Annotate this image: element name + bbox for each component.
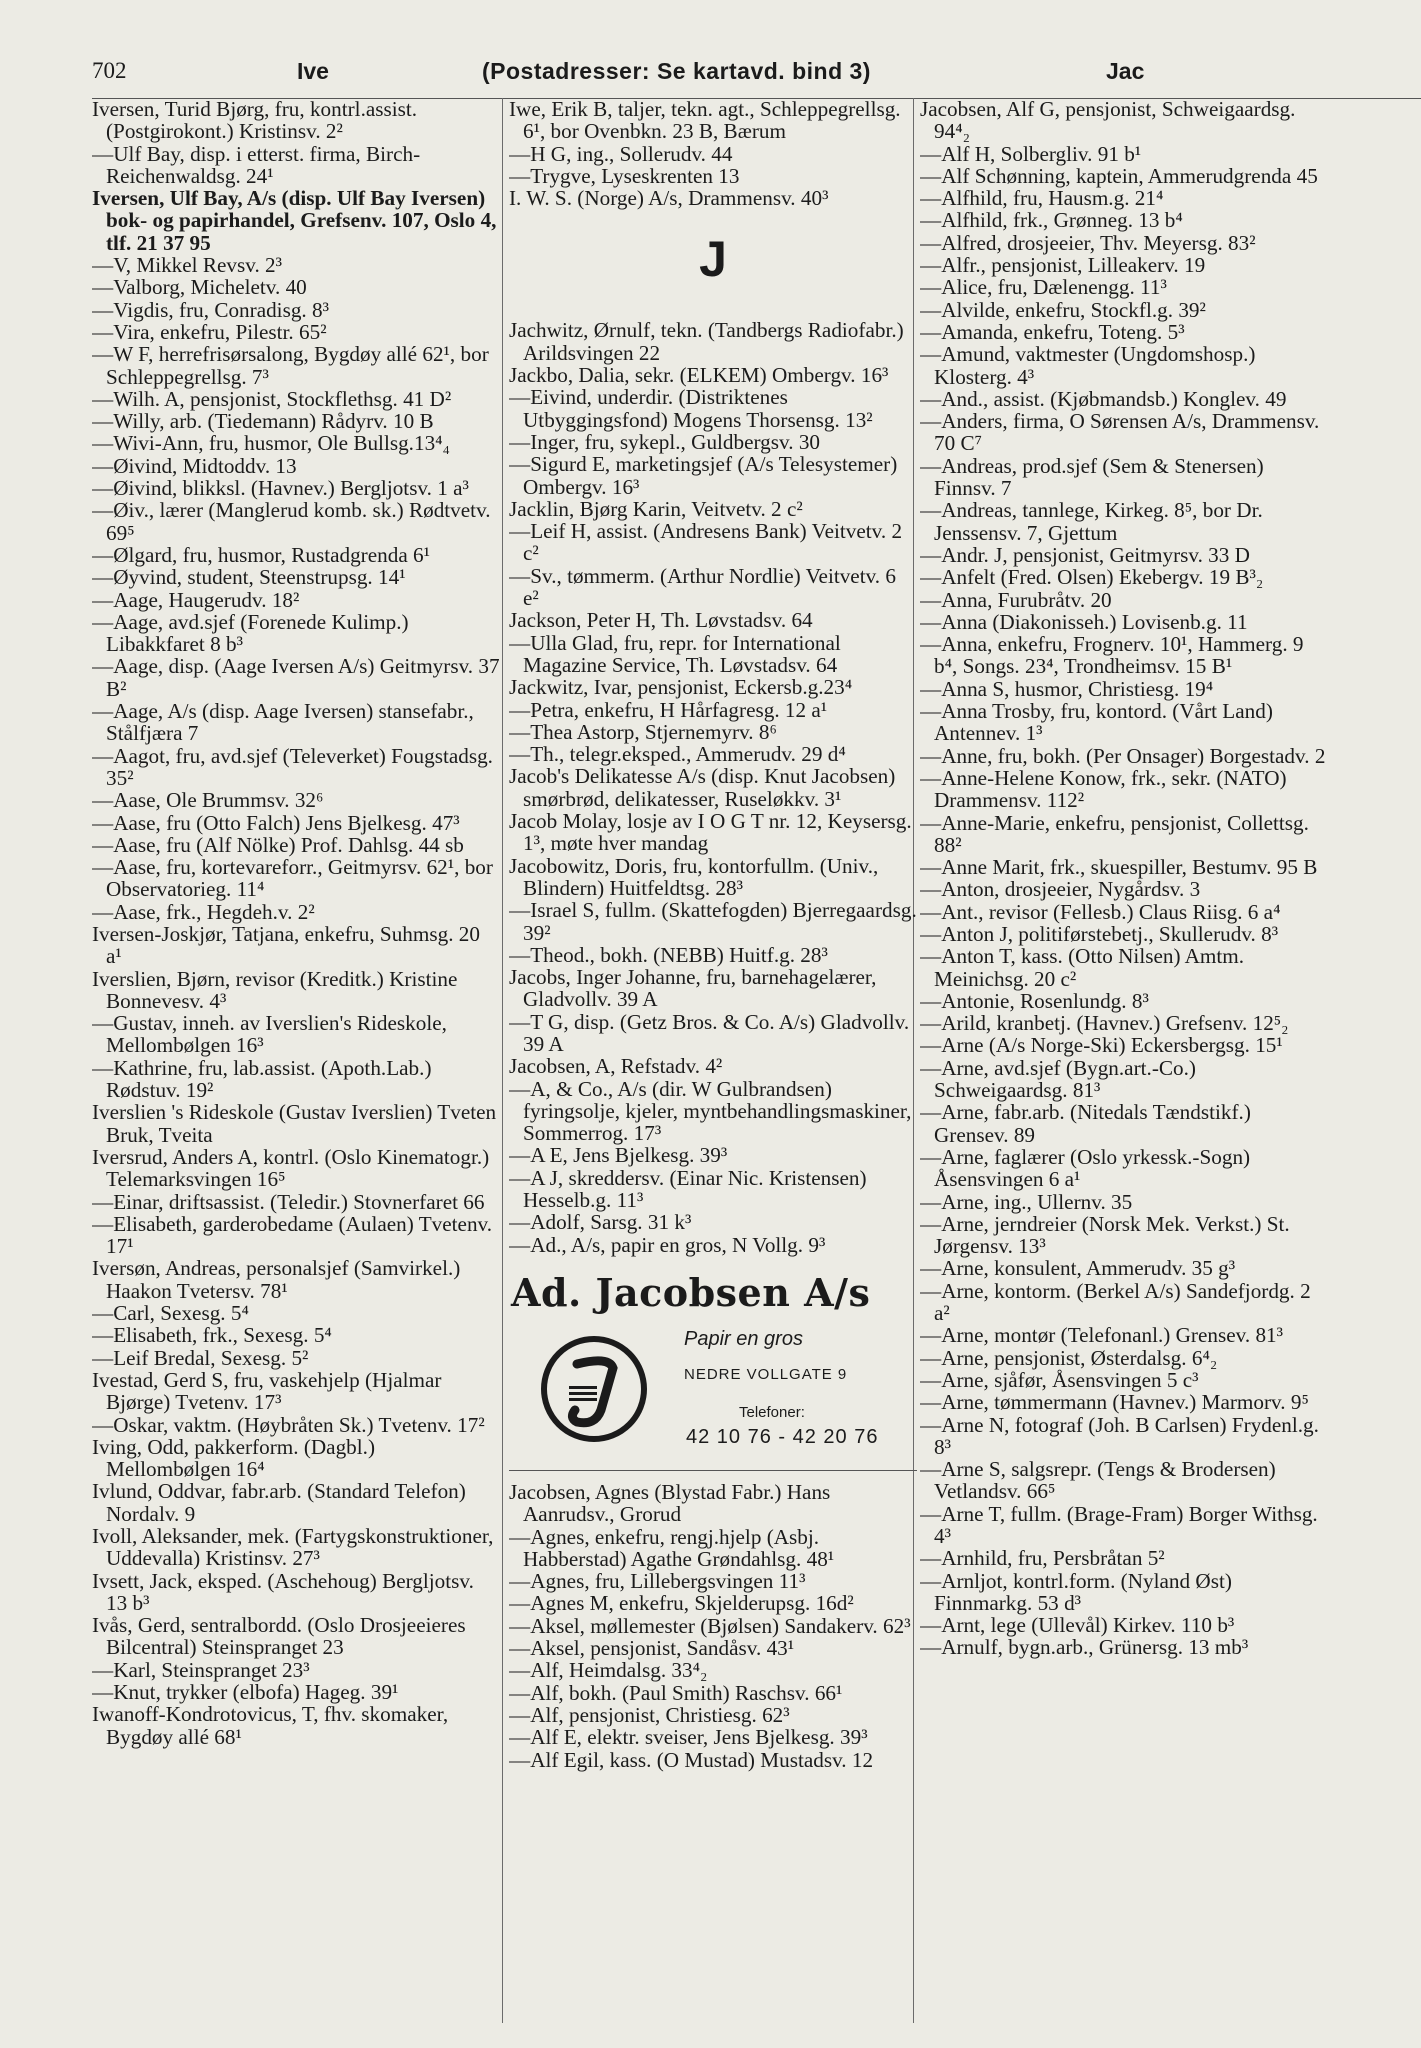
directory-entry: Jacklin, Bjørg Karin, Veitvetv. 2 c² xyxy=(509,496,803,521)
directory-entry: Ivås, Gerd, sentralbordd. (Oslo Drosjeeieres Bilcentral) Steinspranget 23 xyxy=(92,1613,466,1660)
directory-entry: —Aage, A/s (disp. Aage Iversen) stansefabr., Stålfjæra 7 xyxy=(92,699,474,746)
directory-entry: Iversrud, Anders A, kontrl. (Oslo Kinematogr.) Telemarksvingen 16⁵ xyxy=(92,1144,490,1192)
directory-entry: —H G, ing., Sollerudv. 44 xyxy=(509,141,733,166)
directory-entry: —Anna, Furubråtv. 20 xyxy=(920,587,1112,612)
directory-entry: —Vira, enkefru, Pilestr. 65² xyxy=(92,319,327,344)
directory-entry: —Thea Astorp, Stjernemyrv. 8⁶ xyxy=(509,719,777,744)
directory-entry: —Amanda, enkefru, Toteng. 5³ xyxy=(920,319,1185,344)
directory-entry: —Wilh. A, pensjonist, Stockflethsg. 41 D² xyxy=(92,386,452,411)
directory-entry: —Vigdis, fru, Conradisg. 8³ xyxy=(92,297,329,322)
directory-entry: —Anfelt (Fred. Olsen) Ekebergv. 19 B³₂ xyxy=(920,565,1264,590)
directory-entry: —Oskar, vaktm. (Høybråten Sk.) Tvetenv. 17² xyxy=(92,1412,485,1437)
directory-entry: Jacob Molay, losje av I O G T nr. 12, Keysersg. 1³, møte hver mandag xyxy=(509,809,912,856)
directory-entry: —Arild, kranbetj. (Havnev.) Grefsenv. 12⁵₂ xyxy=(920,1011,1289,1036)
ad-phone-numbers: 42 10 76 - 42 20 76 xyxy=(686,1425,879,1448)
directory-entry: —A J, skreddersv. (Einar Nic. Kristensen) Hesselb.g. 11³ xyxy=(509,1165,867,1213)
directory-entry: —Aase, Ole Brummsv. 32⁶ xyxy=(92,788,324,813)
directory-entry: —Arne, fabr.arb. (Nitedals Tændstikf.) Grensev. 89 xyxy=(920,1100,1251,1147)
directory-entry: —Anne, fru, bokh. (Per Onsager) Borgestadv. 2 xyxy=(920,743,1326,768)
directory-entry: —Kathrine, fru, lab.assist. (Apoth.Lab.) Rødstuv. 19² xyxy=(92,1055,432,1103)
directory-entry: —Arne N, fotograf (Joh. B Carlsen) Frydenl.g. 8³ xyxy=(920,1412,1319,1459)
directory-entry: —Adolf, Sarsg. 31 k³ xyxy=(509,1210,692,1235)
directory-entry: Jacobsen, A, Refstadv. 4² xyxy=(509,1054,723,1079)
directory-entry: Jacobowitz, Doris, fru, kontorfullm. (Univ., Blindern) Huitfeldtsg. 28³ xyxy=(509,853,879,900)
directory-entry: —Øyvind, student, Steenstrupsg. 14¹ xyxy=(92,565,406,590)
directory-entry: —Øivind, Midtoddv. 13 xyxy=(92,453,297,478)
directory-entry: —W F, herrefrisørsalong, Bygdøy allé 62¹, bor Schleppegrellsg. 7³ xyxy=(92,342,489,389)
directory-entry: —Arnulf, bygn.arb., Grünersg. 13 mb³ xyxy=(920,1635,1249,1660)
directory-entry: —Arne, montør (Telefonanl.) Grensev. 81³ xyxy=(920,1323,1283,1348)
directory-entry: —Arne S, salgsrepr. (Tengs & Brodersen) Vetlandsv. 66⁵ xyxy=(920,1457,1276,1504)
directory-entry: Iving, Odd, pakkerform. (Dagbl.) Mellombølgen 16⁴ xyxy=(92,1434,376,1482)
directory-entry: —Ulla Glad, fru, repr. for International Magazine Service, Th. Løvstadsv. 64 xyxy=(509,630,841,677)
directory-entry: Jacob's Delikatesse A/s (disp. Knut Jacobsen) smørbrød, delikatesser, Ruseløkkv. 3¹ xyxy=(509,764,896,811)
directory-entry: —Alice, fru, Dælenengg. 11³ xyxy=(920,275,1167,300)
directory-entry: —Alfr., pensjonist, Lilleakerv. 19 xyxy=(920,253,1206,278)
directory-entry: —Willy, arb. (Tiedemann) Rådyrv. 10 B xyxy=(92,409,434,434)
column-divider xyxy=(502,98,503,2023)
directory-entry: —Arne, konsulent, Ammerudv. 35 g³ xyxy=(920,1256,1236,1281)
directory-entry: —Aksel, møllemester (Bjølsen) Sandakerv. 62³ xyxy=(509,1613,911,1638)
directory-entry: —Antonie, Rosenlundg. 8³ xyxy=(920,988,1149,1013)
directory-entry: —Sigurd E, marketingsjef (A/s Telesystemer) Ombergv. 16³ xyxy=(509,452,898,499)
directory-entry: —V, Mikkel Revsv. 2³ xyxy=(92,253,282,278)
directory-entry: —Ad., A/s, papir en gros, N Vollg. 9³ xyxy=(509,1232,826,1257)
header-left-keyword: Ive xyxy=(297,58,329,84)
directory-entry: Iversøn, Andreas, personalsjef (Samvirkel.) Haakon Tvetersv. 78¹ xyxy=(92,1256,461,1303)
directory-entry: —Anders, firma, O Sørensen A/s, Drammensv. 70 C⁷ xyxy=(920,409,1320,456)
directory-entry: Ivoll, Aleksander, mek. (Fartygskonstruktioner, Uddevalla) Kristinsv. 27³ xyxy=(92,1524,494,1571)
directory-entry: —Alfhild, frk., Grønneg. 13 b⁴ xyxy=(920,208,1183,233)
directory-entry: —And., assist. (Kjøbmandsb.) Konglev. 49 xyxy=(920,386,1287,411)
directory-entry: Jacobsen, Alf G, pensjonist, Schweigaardsg. 94⁴₂ xyxy=(920,98,1296,144)
directory-entry: —Amund, vaktmester (Ungdomshosp.) Klosterg. 4³ xyxy=(920,342,1256,389)
directory-entry: —Eivind, underdir. (Distriktenes Utbyggingsfond) Mogens Thorsensg. 13² xyxy=(509,385,873,432)
column-2-top-entries xyxy=(509,98,917,209)
directory-entry: —Arnhild, fru, Persbråtan 5² xyxy=(920,1546,1165,1571)
directory-entry: —Arne, tømmermann (Havnev.) Marmorv. 9⁵ xyxy=(920,1390,1309,1415)
directory-entry: —Th., telegr.eksped., Ammerudv. 29 d⁴ xyxy=(509,742,846,767)
directory-entry: —Elisabeth, frk., Sexesg. 5⁴ xyxy=(92,1323,332,1348)
directory-entry: —Elisabeth, garderobedame (Aulaen) Tvetenv. 17¹ xyxy=(92,1211,493,1259)
directory-entry: Jackson, Peter H, Th. Løvstadsv. 64 xyxy=(509,608,813,633)
directory-entry: —A, & Co., A/s (dir. W Gulbrandsen) fyringsolje, kjeler, myntbehandlingsmaskiner, Sommerrog. 17³ xyxy=(509,1076,912,1146)
ad-subtitle: Papir en gros xyxy=(684,1327,803,1350)
directory-entry: —Aase, frk., Hegdeh.v. 2² xyxy=(92,899,315,924)
directory-entry: —Inger, fru, sykepl., Guldbergsv. 30 xyxy=(509,429,821,454)
directory-entry: —Arne, kontorm. (Berkel A/s) Sandefjordg. 2 a² xyxy=(920,1278,1311,1326)
directory-entry: —Alf Schønning, kaptein, Ammerudgrenda 45 xyxy=(920,163,1318,188)
directory-entry: —Øivind, blikksl. (Havnev.) Bergljotsv. 1 a³ xyxy=(92,476,469,501)
directory-entry: —Arne, sjåfør, Åsensvingen 5 c³ xyxy=(920,1367,1199,1392)
directory-entry: —A E, Jens Bjelkesg. 39³ xyxy=(509,1143,728,1168)
directory-entry: I. W. S. (Norge) A/s, Drammensv. 40³ xyxy=(509,186,829,211)
directory-entry: —Trygve, Lyseskrenten 13 xyxy=(509,163,740,188)
directory-entry: —Øiv., lærer (Manglerud komb. sk.) Rødtvetv. 69⁵ xyxy=(92,498,491,545)
directory-entry: —Anne-Marie, enkefru, pensjonist, Collettsg. 88² xyxy=(920,810,1309,857)
directory-entry: —Arne, avd.sjef (Bygn.art.-Co.) Schweigaardsg. 81³ xyxy=(920,1055,1196,1103)
directory-entry: —Agnes, enkefru, rengj.hjelp (Asbj. Habberstad) Agathe Grøndahlsg. 48¹ xyxy=(509,1524,835,1571)
directory-entry: —Sv., tømmerm. (Arthur Nordlie) Veitvetv. 6 e² xyxy=(509,563,896,611)
header-center-note: (Postadresser: Se kartavd. bind 3) xyxy=(482,58,871,84)
directory-page xyxy=(92,58,1421,2038)
directory-entry: —Arne, pensjonist, Østerdalsg. 6⁴₂ xyxy=(920,1345,1218,1370)
directory-entry: —Leif Bredal, Sexesg. 5² xyxy=(92,1345,309,1370)
directory-entry: Jackwitz, Ivar, pensjonist, Eckersb.g.23⁴ xyxy=(509,675,853,700)
directory-entry: —Andreas, prod.sjef (Sem & Stenersen) Finnsv. 7 xyxy=(920,453,1264,501)
ad-address: NEDRE VOLLGATE 9 xyxy=(684,1365,848,1383)
directory-entry: —Aage, avd.sjef (Forenede Kulimp.) Libakkfaret 8 b³ xyxy=(92,609,409,657)
directory-entry: —Alfred, drosjeeier, Thv. Meyersg. 83² xyxy=(920,230,1256,255)
column-2-middle-entries xyxy=(509,319,917,1255)
directory-entry: Iwe, Erik B, taljer, tekn. agt., Schleppegrellsg. 6¹, bor Ovenbkn. 23 B, Bærum xyxy=(509,98,901,144)
directory-entry: —Alf, bokh. (Paul Smith) Raschsv. 66¹ xyxy=(509,1680,843,1705)
directory-entry: —Aase, fru, kortevareforr., Geitmyrsv. 62¹, bor Observatorieg. 11⁴ xyxy=(92,855,493,902)
column-2 xyxy=(509,98,917,2023)
directory-entry: —Anton, drosjeeier, Nygårdsv. 3 xyxy=(920,877,1201,902)
directory-entry: Ivlund, Oddvar, fabr.arb. (Standard Telefon) Nordalv. 9 xyxy=(92,1479,466,1526)
directory-entry: —Carl, Sexesg. 5⁴ xyxy=(92,1301,249,1326)
directory-entry: —Ølgard, fru, husmor, Rustadgrenda 6¹ xyxy=(92,542,430,567)
directory-entry: —Agnes M, enkefru, Skjelderupsg. 16d² xyxy=(509,1591,854,1616)
column-1 xyxy=(92,98,500,2023)
directory-entry: Iverslien 's Rideskole (Gustav Iverslien) Tveten Bruk, Tveita xyxy=(92,1100,497,1147)
directory-entry: —Andreas, tannlege, Kirkeg. 8⁵, bor Dr. Jenssensv. 7, Gjettum xyxy=(920,498,1263,545)
directory-entry: —Alf, Heimdalsg. 33⁴₂ xyxy=(509,1658,708,1683)
directory-entry: —Karl, Steinspranget 23³ xyxy=(92,1657,310,1682)
directory-entry: —Alfhild, fru, Hausm.g. 21⁴ xyxy=(920,186,1164,211)
directory-entry: —Israel S, fullm. (Skattefogden) Bjerregaardsg. 39² xyxy=(509,898,917,945)
directory-entry: Iversen, Turid Bjørg, fru, kontrl.assist. (Postgirokont.) Kristinsv. 2² xyxy=(92,98,418,144)
directory-entry: —Arne T, fullm. (Brage-Fram) Borger Withsg. 4³ xyxy=(920,1501,1318,1548)
directory-entry: —Ulf Bay, disp. i etterst. firma, Birch-Reichenwaldsg. 24¹ xyxy=(92,141,421,188)
directory-entry: —Alf, pensjonist, Christiesg. 62³ xyxy=(509,1702,790,1727)
directory-entry: —Anne Marit, frk., skuespiller, Bestumv. 95 B xyxy=(920,855,1318,880)
directory-entry: —Theod., bokh. (NEBB) Huitf.g. 28³ xyxy=(509,942,828,967)
advertisement xyxy=(509,1270,917,1471)
ad-title: Ad. Jacobsen A/s xyxy=(511,1269,871,1315)
directory-entry: —Arne, jerndreier (Norsk Mek. Verkst.) St. Jørgensv. 13³ xyxy=(920,1211,1290,1259)
directory-entry: Ivestad, Gerd S, fru, vaskehjelp (Hjalmar Bjørge) Tvetenv. 17³ xyxy=(92,1367,442,1415)
directory-entry: —Arne, ing., Ullernv. 35 xyxy=(920,1189,1133,1214)
directory-entry: Iwanoff-Kondrotovicus, T, fhv. skomaker, Bygdøy allé 68¹ xyxy=(92,1702,449,1749)
directory-entry: —Anna S, husmor, Christiesg. 19⁴ xyxy=(920,676,1214,701)
directory-entry: Ivsett, Jack, eksped. (Aschehoug) Bergljotsv. 13 b³ xyxy=(92,1568,474,1615)
directory-entry: Iversen-Joskjør, Tatjana, enkefru, Suhmsg. 20 a¹ xyxy=(92,921,480,969)
directory-entry: —Aage, disp. (Aage Iversen A/s) Geitmyrsv. 37 B² xyxy=(92,654,500,701)
directory-entry: Jacobsen, Agnes (Blystad Fabr.) Hans Aanrudsv., Grorud xyxy=(509,1479,831,1527)
directory-entry: —Knut, trykker (elbofa) Hageg. 39¹ xyxy=(92,1680,399,1705)
directory-entry: —Gustav, inneh. av Iverslien's Rideskole, Mellombølgen 16³ xyxy=(92,1011,447,1058)
section-letter: J xyxy=(699,231,727,288)
directory-entry: —Aase, fru (Otto Falch) Jens Bjelkesg. 47³ xyxy=(92,810,460,835)
directory-entry: —Alf H, Solbergliv. 91 b¹ xyxy=(920,141,1142,166)
directory-entry: —Ant., revisor (Fellesb.) Claus Riisg. 6 a⁴ xyxy=(920,899,1281,924)
directory-entry: —Alvilde, enkefru, Stockfl.g. 39² xyxy=(920,297,1206,322)
directory-entry: —Leif H, assist. (Andresens Bank) Veitvetv. 2 c² xyxy=(509,519,903,566)
directory-entry: —Arnljot, kontrl.form. (Nyland Øst) Finnmarkg. 53 d³ xyxy=(920,1568,1232,1615)
ad-phone-label: Telefoner: xyxy=(739,1403,805,1421)
directory-entry: Iverslien, Bjørn, revisor (Kreditk.) Kristine Bonnevesv. 4³ xyxy=(92,966,458,1013)
directory-entry: —Petra, enkefru, H Hårfagresg. 12 a¹ xyxy=(509,697,828,722)
directory-entry: —Anna (Diakonisseh.) Lovisenb.g. 11 xyxy=(920,609,1248,634)
directory-entry: —Aagot, fru, avd.sjef (Televerket) Fougstadsg. 35² xyxy=(92,743,493,790)
directory-entry: —Anna Trosby, fru, kontord. (Vårt Land) Antennev. 1³ xyxy=(920,699,1273,746)
directory-entry: —Valborg, Micheletv. 40 xyxy=(92,275,307,300)
directory-entry: —Agnes, fru, Lillebergsvingen 11³ xyxy=(509,1569,806,1594)
directory-entry: —Aage, Haugerudv. 18² xyxy=(92,587,300,612)
directory-entry: Jacobs, Inger Johanne, fru, barnehagelærer, Gladvollv. 39 A xyxy=(509,965,877,1012)
column-3 xyxy=(920,98,1328,2023)
directory-entry: Jachwitz, Ørnulf, tekn. (Tandbergs Radiofabr.) Arildsvingen 22 xyxy=(509,318,904,365)
directory-entry: Jackbo, Dalia, sekr. (ELKEM) Ombergv. 16³ xyxy=(509,363,889,388)
header-right-keyword: Jac xyxy=(1106,58,1145,84)
directory-entry: —Arne (A/s Norge-Ski) Eckersbergsg. 15¹ xyxy=(920,1033,1283,1058)
page-header xyxy=(92,58,1332,92)
directory-entry: —Anne-Helene Konow, frk., sekr. (NATO) Drammensv. 112² xyxy=(920,765,1287,813)
directory-entry: —T G, disp. (Getz Bros. & Co. A/s) Gladvollv. 39 A xyxy=(509,1009,910,1056)
directory-entry: —Einar, driftsassist. (Teledir.) Stovnerfaret 66 xyxy=(92,1189,485,1214)
page-number: 702 xyxy=(92,58,127,83)
directory-entry: Iversen, Ulf Bay, A/s (disp. Ulf Bay Iversen) bok- og papirhandel, Grefsenv. 107, Oslo 4, tlf. 21 37 95 xyxy=(92,186,497,255)
directory-entry: —Arnt, lege (Ullevål) Kirkev. 110 b³ xyxy=(920,1613,1235,1638)
directory-entry: —Alf Egil, kass. (O Mustad) Mustadsv. 12 xyxy=(509,1747,874,1772)
column-2-bottom-entries xyxy=(509,1481,917,1771)
directory-entry: —Arne, faglærer (Oslo yrkessk.-Sogn) Åsensvingen 6 a¹ xyxy=(920,1144,1251,1192)
directory-entry: —Aksel, pensjonist, Sandåsv. 43¹ xyxy=(509,1636,795,1661)
directory-entry: —Wivi-Ann, fru, husmor, Ole Bullsg.13⁴₄ xyxy=(92,431,450,456)
directory-entry: —Andr. J, pensjonist, Geitmyrsv. 33 D xyxy=(920,542,1250,567)
directory-entry: —Alf E, elektr. sveiser, Jens Bjelkesg. 39³ xyxy=(509,1725,868,1750)
directory-entry: —Anna, enkefru, Frognerv. 10¹, Hammerg. 9 b⁴, Songs. 23⁴, Trondheimsv. 15 B¹ xyxy=(920,632,1304,679)
directory-entry: —Aase, fru (Alf Nölke) Prof. Dahlsg. 44 sb xyxy=(92,832,464,857)
j-logo-icon xyxy=(539,1334,649,1444)
directory-entry: —Anton T, kass. (Otto Nilsen) Amtm. Meinichsg. 20 c² xyxy=(920,944,1245,991)
directory-entry: —Anton J, politiførstebetj., Skullerudv. 8³ xyxy=(920,921,1279,946)
